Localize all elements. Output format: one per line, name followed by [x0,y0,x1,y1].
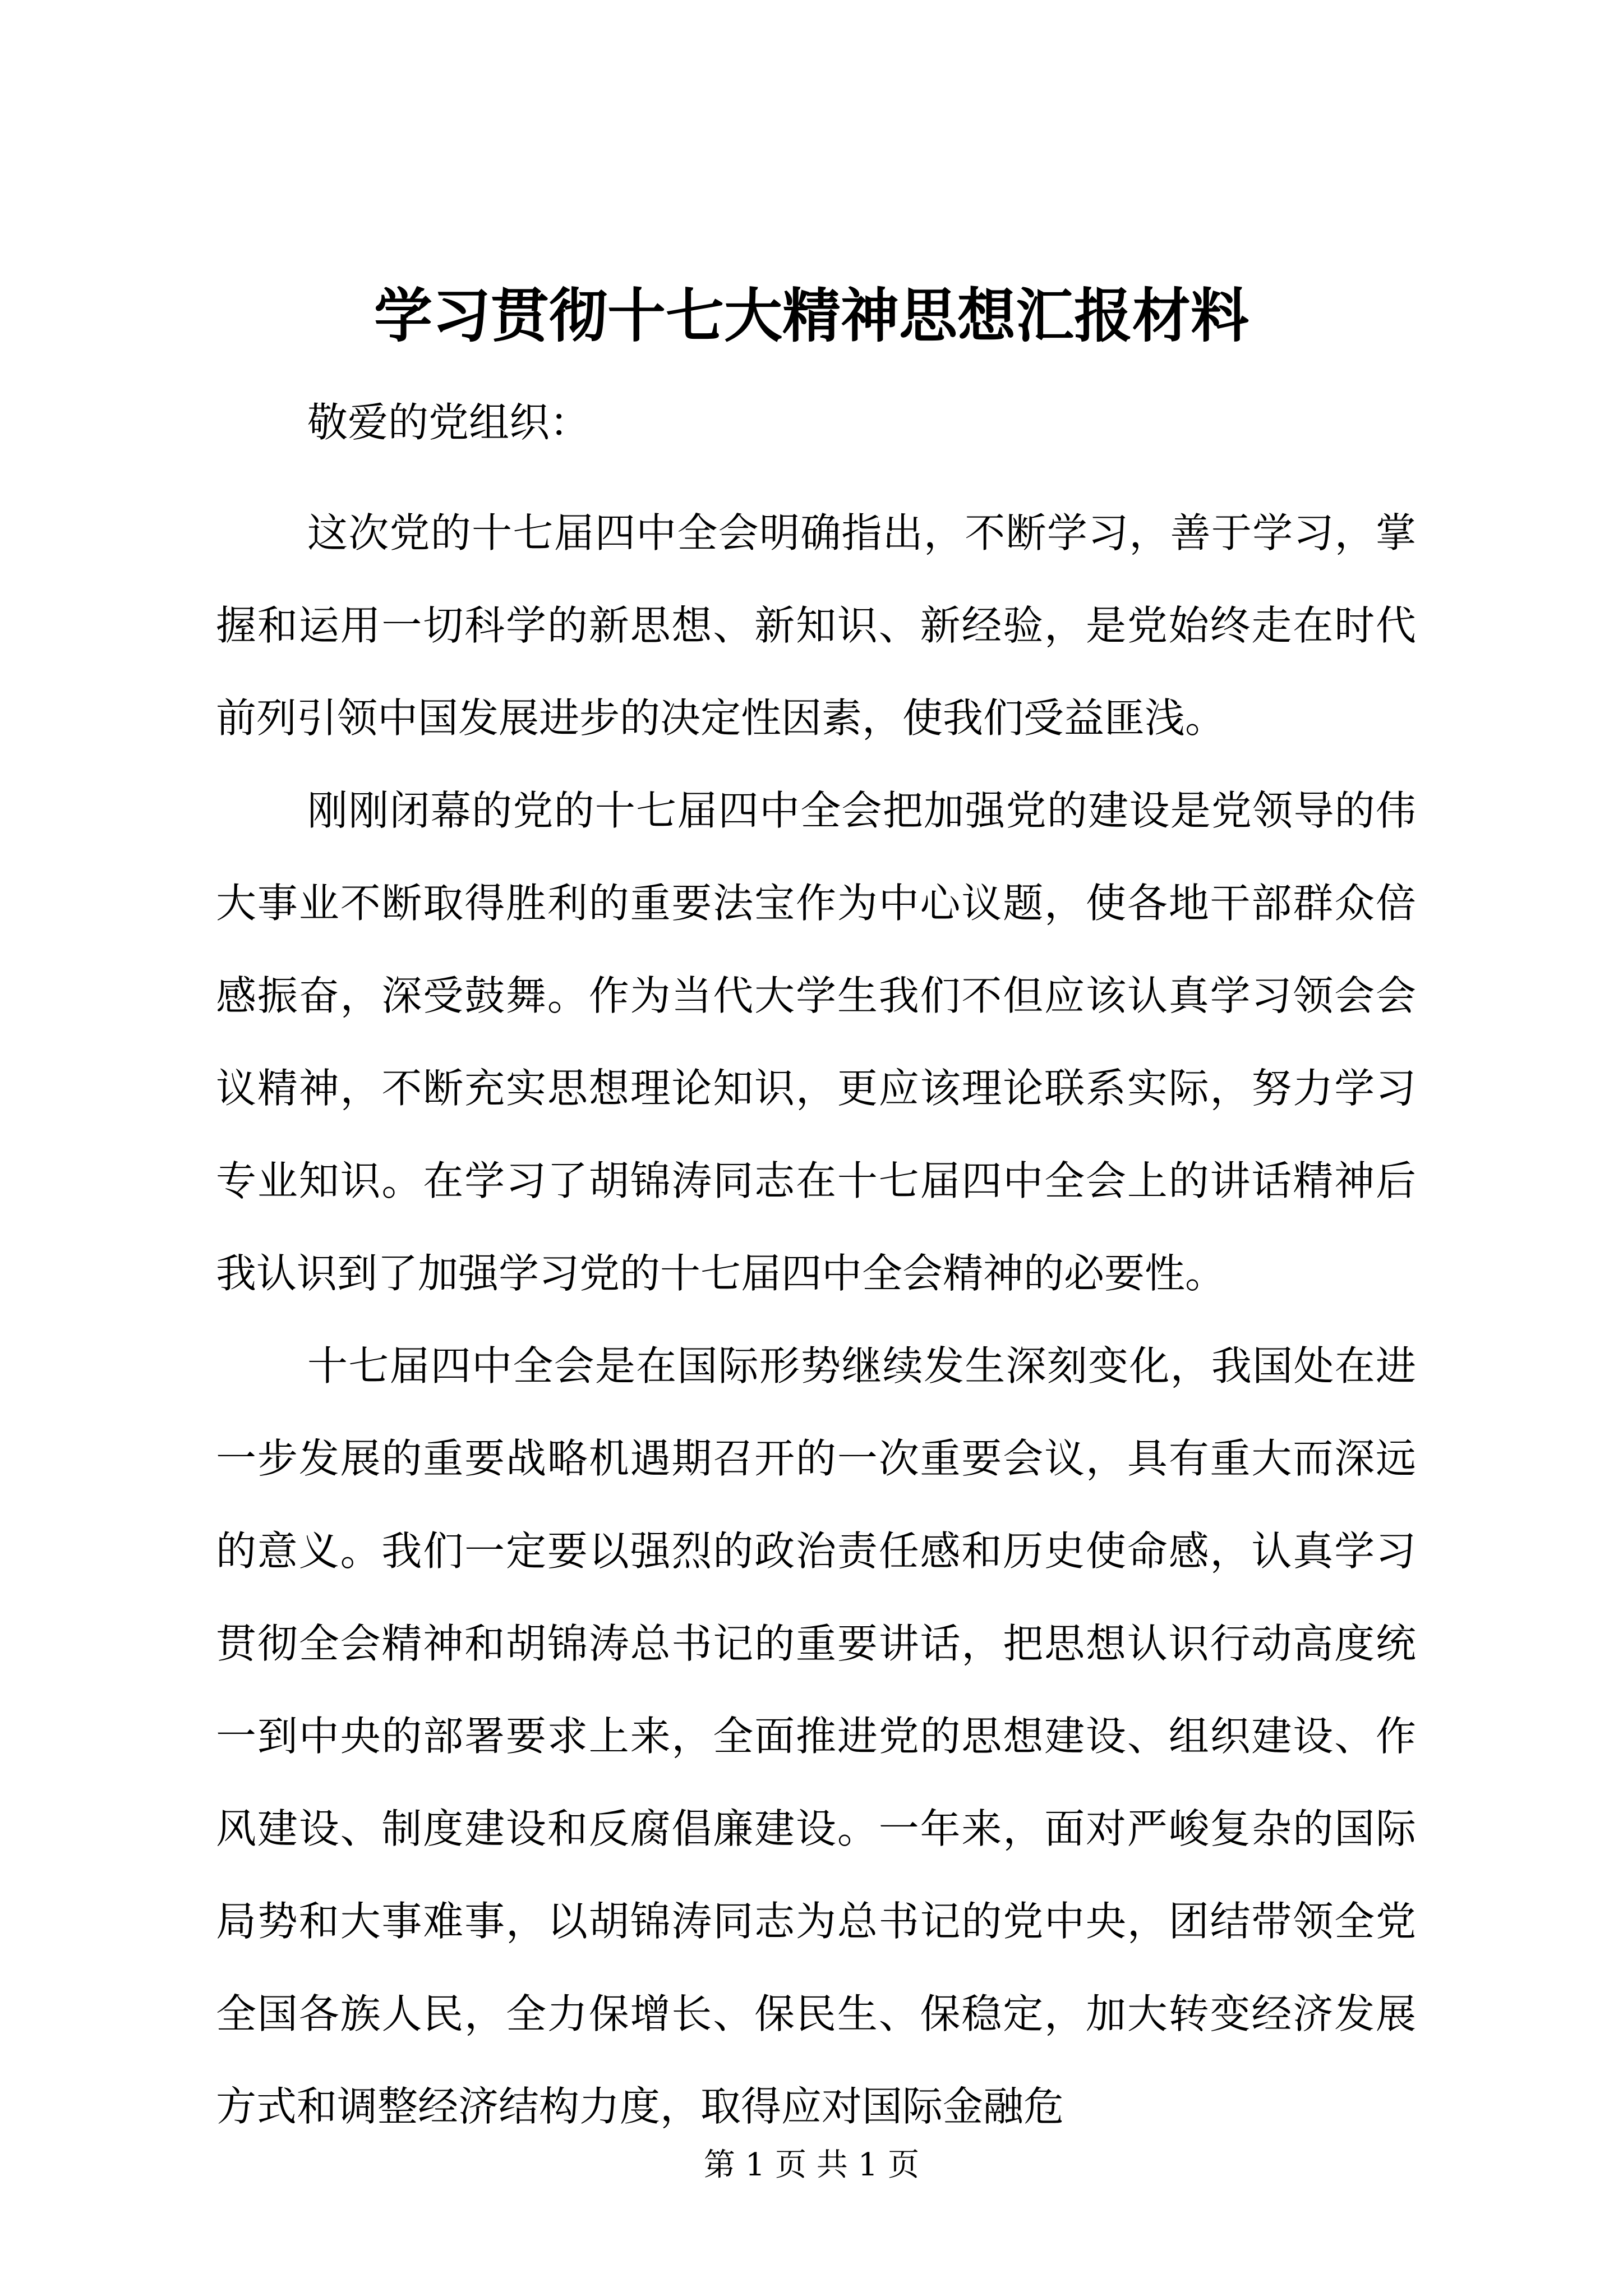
page-footer: 第 1 页 共 1 页 [703,2147,920,2183]
salutation: 敬爱的党组织： [307,399,591,446]
paragraph-2: 刚刚闭幕的党的十七届四中全会把加强党的建设是党领导的伟大事业不断取得胜利的重要法宝作为中心议题，使各地干部群众倍感振奋，深受鼓舞。作为当代大学生我们不但应该认真学习领会会议精神，不断充实思想理论知识，更应该理论联系实际，努力学习专业知识。在学习了胡锦涛同志在十七届四中全会上的讲话精神后我认识到了加强学习党的十七届四中全会精神的必要性。 [216,787,1416,1297]
document-body [216,487,1416,2153]
paragraph-1: 这次党的十七届四中全会明确指出，不断学习，善于学习，掌握和运用一切科学的新思想、新知识、新经验，是党始终走在时代前列引领中国发展进步的决定性因素，使我们受益匪浅。 [216,509,1416,742]
paragraph-3: 十七届四中全会是在国际形势继续发生深刻变化，我国处在进一步发展的重要战略机遇期召开的一次重要会议，具有重大而深远的意义。我们一定要以强烈的政治责任感和历史使命感，认真学习贯彻全会精神和胡锦涛总书记的重要讲话，把思想认识行动高度统一到中央的部署要求上来，全面推进党的思想建设、组织建设、作风建设、制度建设和反腐倡廉建设。一年来，面对严峻复杂的国际局势和大事难事，以胡锦涛同志为总书记的党中央，团结带领全党全国各族人民，全力保增长、保民生、保稳定，加大转变经济发展方式和调整经济结构力度，取得应对国际金融危 [216,1342,1416,2130]
document-title: 学习贯彻十七大精神思想汇报材料 [374,281,1249,350]
